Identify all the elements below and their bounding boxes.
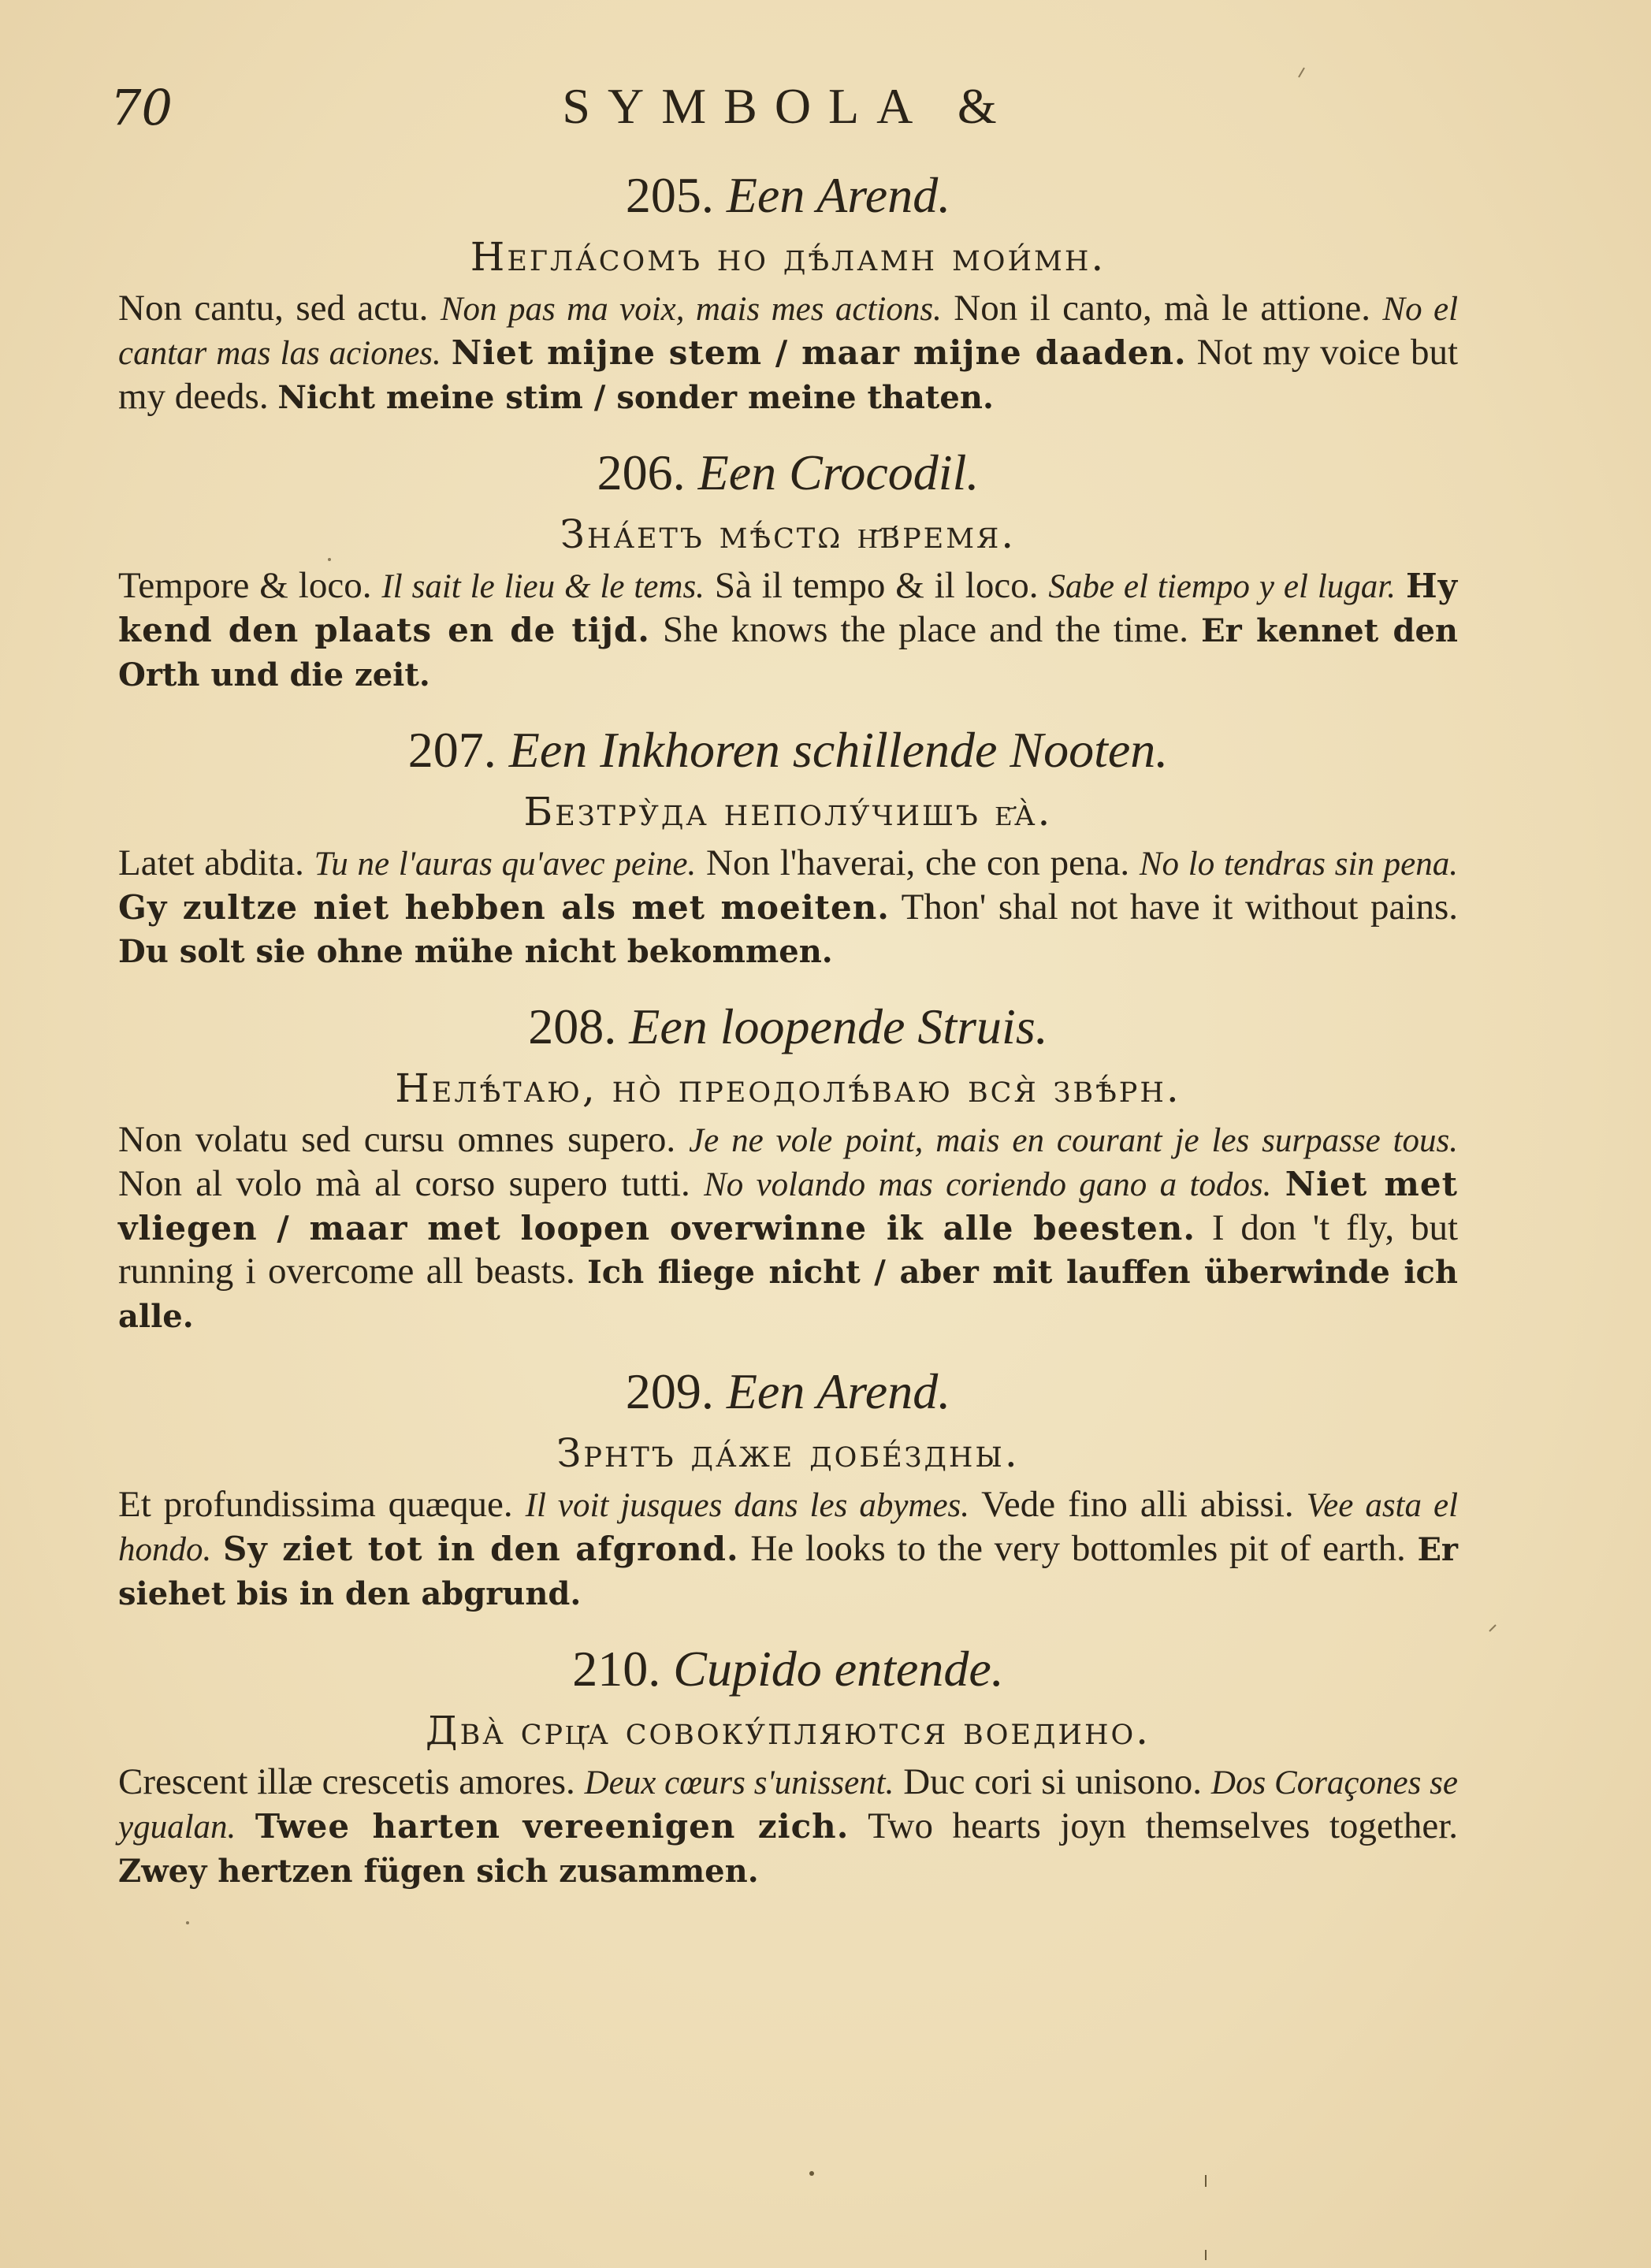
german-motto: Nicht meine stim / sonder meine thaten.: [277, 379, 994, 416]
dutch-motto: Sy ziet tot in den afgrond.: [222, 1530, 739, 1568]
dutch-motto: Hy kend den plaats en de tijd.: [118, 567, 1459, 649]
spanish-motto: Dos Coraçones se ygualan.: [118, 1764, 1458, 1846]
latin-motto: Tempore & loco.: [118, 565, 372, 606]
spanish-motto: Sabe el tiempo y el lugar.: [1048, 568, 1396, 605]
slavonic-motto: Зна́етъ мѣ́стω н҃в́ремя.: [560, 511, 1017, 557]
entry-title: Een loopende Struis.: [629, 998, 1048, 1054]
french-motto: Il voit jusques dans les abymes.: [525, 1487, 970, 1524]
german-motto: Er siehet bis in den abgrund.: [118, 1531, 1458, 1612]
latin-motto: Et profundissima quæque.: [118, 1484, 513, 1525]
entry-205: [118, 164, 1458, 419]
german-motto: Du solt sie ohne mühe nicht bekommen.: [118, 933, 833, 970]
entry-number: 206.: [597, 444, 686, 500]
italian-motto: Non l'haverai, che con pena.: [706, 842, 1130, 883]
english-motto: Not my voice but my deeds.: [118, 332, 1458, 417]
entry-number: 210.: [572, 1641, 661, 1697]
french-motto: Je ne vole point, mais en courant je les surpasse tous.: [689, 1122, 1458, 1159]
entry-208: [118, 995, 1458, 1338]
motto-translations: [118, 1483, 1458, 1615]
book-page: [110, 71, 1459, 1893]
motto-translations: [118, 842, 1458, 973]
entry-title: Cupido entende.: [673, 1641, 1004, 1697]
entry-207: [118, 719, 1458, 973]
slavonic-motto: Нелѣ́таю, но̀ преодолѣ́ваю вся̀ звѣ́рн.: [395, 1065, 1181, 1111]
motto-translations: [118, 287, 1458, 419]
french-motto: Il sait le lieu & le tems.: [381, 568, 705, 605]
entry-heading: [118, 164, 1458, 227]
entry-210: [118, 1638, 1458, 1893]
entry-209: [118, 1360, 1458, 1615]
latin-motto: Crescent illæ crescetis amores.: [118, 1761, 575, 1802]
italian-motto: Non al volo mà al corso supero tutti.: [118, 1163, 690, 1204]
motto-translations: [118, 1118, 1458, 1338]
english-motto: I don 't fly, but running i overcome all beasts.: [118, 1207, 1459, 1292]
entry-title: Een Crocodil.: [697, 444, 980, 500]
page-number: 70: [110, 79, 173, 136]
entry-heading: [118, 1638, 1458, 1701]
entry-number: 208.: [528, 998, 617, 1054]
dutch-motto: Niet mijne stem / maar mijne daaden.: [451, 333, 1187, 372]
german-motto: Ich fliege nicht / aber mit lauffen überwinde ich alle.: [118, 1254, 1458, 1335]
french-motto: Non pas ma voix, mais mes actions.: [440, 291, 942, 328]
running-title: SYMBOLA &: [562, 78, 1014, 134]
italian-motto: Sà il tempo & il loco.: [714, 565, 1039, 606]
entry-heading: [118, 995, 1458, 1058]
italian-motto: Duc cori si unisono.: [903, 1761, 1203, 1802]
entry-206: [118, 441, 1458, 697]
spanish-motto: No volando mas coriendo gano a todos.: [704, 1166, 1272, 1203]
entry-number: 207.: [407, 722, 496, 778]
latin-motto: Non volatu sed cursu omnes supero.: [118, 1119, 676, 1160]
english-motto: She knows the place and the time.: [663, 609, 1189, 650]
slavonic-motto: Два̀ срц҃а совоку́пляются воедино.: [425, 1708, 1151, 1753]
dutch-motto: Twee harten vereenigen zich.: [255, 1807, 850, 1846]
spanish-motto: No lo tendras sin pena.: [1139, 846, 1459, 883]
motto-translations: [118, 1760, 1458, 1893]
entry-title: Een Inkhoren schillende Nooten.: [508, 722, 1169, 778]
italian-motto: Vede fino alli abissi.: [981, 1484, 1294, 1525]
entry-title: Een Arend.: [726, 167, 951, 223]
entry-heading: [118, 719, 1458, 782]
entry-heading: [118, 441, 1458, 504]
french-motto: Tu ne l'auras qu'avec peine.: [314, 846, 697, 883]
english-motto: Thon' shal not have it without pains.: [901, 887, 1458, 928]
latin-motto: Non cantu, sed actu.: [118, 288, 429, 329]
entry-number: 205.: [625, 167, 714, 223]
german-motto: Zwey hertzen fügen sich zusammen.: [118, 1853, 759, 1890]
dutch-motto: Gy zultze niet hebben als met moeiten.: [118, 888, 890, 927]
spanish-motto: No el cantar mas las aciones.: [118, 291, 1459, 372]
english-motto: Two hearts joyn themselves together.: [868, 1805, 1459, 1846]
slavonic-motto: Негла́сомъ но дѣ́ламн мои́мн.: [470, 234, 1106, 280]
dutch-motto: Niet met vliegen / maar met loopen overwinne ik alle beesten.: [118, 1165, 1458, 1247]
german-motto: Er kennet den Orth und die zeit.: [118, 612, 1459, 693]
italian-motto: Non il canto, mà le attione.: [954, 288, 1370, 329]
latin-motto: Latet abdita.: [118, 842, 304, 883]
motto-translations: [118, 564, 1458, 697]
entry-title: Een Arend.: [726, 1363, 951, 1419]
entry-heading: [118, 1360, 1458, 1423]
french-motto: Deux cœurs s'unissent.: [584, 1764, 894, 1801]
spanish-motto: Vee asta el hondo.: [118, 1487, 1459, 1568]
slavonic-motto: Безтру̀да неполу́чишъ е҃а̀.: [523, 789, 1053, 835]
english-motto: He looks to the very bottomles pit of earth.: [750, 1528, 1406, 1569]
slavonic-motto: Зрнтъ да́же добе́здны.: [556, 1430, 1020, 1476]
entry-number: 209.: [625, 1363, 714, 1419]
running-head: [110, 71, 1458, 142]
